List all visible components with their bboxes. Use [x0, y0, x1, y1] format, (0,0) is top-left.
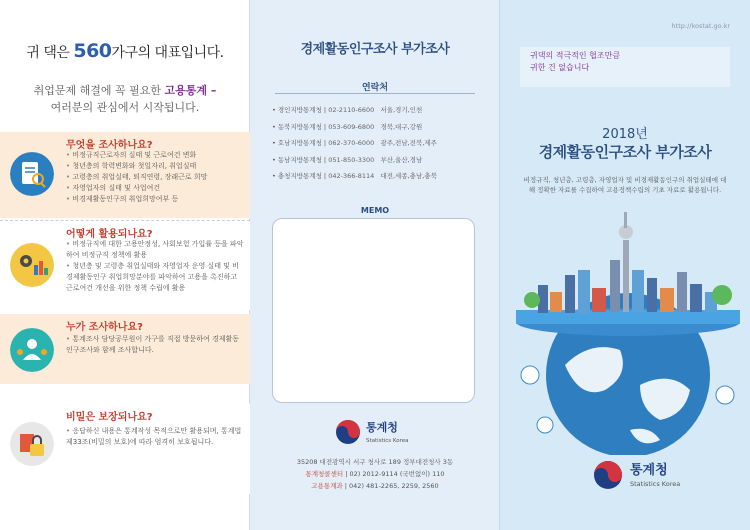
logo-english: Statistics Korea — [366, 438, 409, 444]
address: 35208 대전광역시 서구 청사로 189 정부대전청사 3동 — [296, 458, 454, 466]
section-privacy — [0, 404, 250, 494]
section-title-who: 누가 조사하나요? — [66, 322, 143, 333]
cover-logo-english: Statistics Korea — [630, 480, 681, 488]
gear-chart-icon — [10, 243, 54, 287]
person-icon — [537, 417, 553, 433]
headline-suffix: 가구의 대표입니다. — [111, 45, 224, 61]
list-item: • 자영업자의 실태 및 사업여건 — [66, 183, 244, 194]
list-item: • 청년층의 학력변화와 첫일자리, 취업실태 — [66, 161, 244, 172]
headline-prefix: 귀 댁은 — [26, 45, 70, 61]
contact-row: • 경인지방통계청 | 02-2110-6600 서울,경기,인천 — [272, 106, 423, 114]
contact-office: 동남지방통계청 — [277, 155, 322, 164]
subtitle-line2: 여러분의 관심에서 시작됩니다. — [50, 101, 200, 114]
clipboard-search-icon — [10, 152, 54, 196]
section-who — [0, 314, 250, 384]
cover-description: 비정규직, 청년층, 고령층, 자영업자 및 비경제활동인구의 취업실태에 대해 정확한 자료를 수집하여 고용정책수립의 기초 자료로 활용됩니다. — [523, 176, 727, 194]
section-title-what: 무엇을 조사하나요? — [66, 140, 153, 151]
lock-shield-icon — [10, 422, 54, 466]
list-item: • 응답하신 내용은 통계작성 목적으로만 활용되며, 통계법 제33조(비밀의 보호)에 따라 엄격히 보호됩니다. — [66, 426, 244, 448]
cover-title: 경제활동인구조사 부가조사 — [538, 143, 712, 161]
website-url: http://kostat.go.kr — [671, 22, 730, 30]
contact-office: 경인지방통계청 — [277, 106, 322, 114]
globe-city-illustration — [510, 200, 745, 455]
memo-heading: MEMO — [360, 206, 390, 215]
survey-year: 2018년 — [602, 127, 648, 142]
contact-row: • 충청지방통계청 | 042-366-8114 대전,세종,충남,충북 — [272, 172, 437, 180]
statistics-korea-logo — [334, 414, 424, 450]
list-item: • 비정규직근로자의 실태 및 근로여건 변화 — [66, 150, 244, 161]
middle-panel — [250, 0, 500, 530]
list-item: • 통계조사 담당공무원이 가구를 직접 방문하여 경제활동인구조사와 함께 조사합니다. — [66, 334, 244, 356]
left-subtitle — [0, 82, 250, 116]
left-panel — [0, 0, 250, 530]
quote-line2: 귀한 건 없습니다 — [530, 63, 590, 72]
call-center-phone: 02) 2012-9114 (국번없이) 110 — [349, 470, 445, 478]
divider — [275, 93, 475, 94]
left-headline — [0, 40, 250, 62]
contact-phone: 042-366-8114 — [328, 172, 375, 180]
section-what — [0, 132, 250, 218]
contact-office: 동북지방통계청 — [277, 122, 322, 131]
contact-office: 호남지방통계청 — [277, 139, 322, 147]
section-how — [0, 220, 250, 310]
chart-icon — [521, 366, 539, 384]
employment-stats-label: 고용통계과 — [311, 482, 343, 490]
contact-area: 대전,세종,충남,충북 — [380, 172, 437, 180]
section-list-how — [66, 239, 244, 294]
contact-list — [272, 102, 484, 185]
memo-box — [272, 218, 475, 403]
subtitle-line1: 취업문제 해결에 꼭 필요한 — [33, 84, 162, 97]
list-item: • 비경제활동인구의 취업희망여부 등 — [66, 194, 244, 205]
call-center-label: 통계청콜센터 — [305, 470, 344, 478]
contact-heading: 연락처 — [361, 83, 389, 93]
contact-row: • 동북지방통계청 | 053-609-6800 경북,대구,강원 — [272, 122, 423, 131]
contact-area: 경북,대구,강원 — [380, 122, 423, 131]
section-list-what — [66, 150, 244, 205]
contact-phone: 02-2110-6600 — [328, 106, 375, 114]
cover-logo-name: 통계청 — [630, 463, 668, 478]
subtitle-highlight: 고용통계 – — [164, 84, 217, 97]
contact-office: 충청지방통계청 — [277, 172, 322, 180]
address-block: 35208 대전광역시 서구 청사로 189 정부대전청사 3동 통계청콜센터 | 02) 2012-9114 (국번없이) 110 고용통계과 | 042) 481-2265, 2259, 2560 — [250, 456, 500, 492]
contact-area: 부산,울산,경남 — [380, 155, 423, 164]
contact-phone: 062-370-6000 — [328, 139, 375, 147]
middle-title: 경제활동인구조사 부가조사 — [300, 42, 450, 57]
contact-area: 광주,전남,전북,제주 — [380, 139, 437, 147]
bulb-icon — [716, 386, 734, 404]
contact-phone: 053-609-6800 — [328, 122, 375, 131]
list-item: • 청년층 및 고령층 취업실태와 자영업자 운영 실태 및 비경제활동인구 취업희망분야를 파악하여 고용을 촉진하고 근로여건 개선을 위한 정책 수립에 활용 — [66, 261, 244, 294]
household-count: 560 — [73, 40, 112, 62]
employment-stats-phone: 042) 481-2265, 2259, 2560 — [349, 482, 439, 490]
quote-line1: 귀댁의 적극적인 협조만큼 — [530, 51, 621, 60]
contact-phone: 051-850-3300 — [328, 155, 375, 164]
contact-row: • 호남지방통계청 | 062-370-6000 광주,전남,전북,제주 — [272, 139, 437, 147]
section-title-how: 어떻게 활용되나요? — [66, 229, 153, 240]
section-list-who — [66, 334, 244, 356]
people-network-icon — [10, 328, 54, 372]
contact-area: 서울,경기,인천 — [380, 106, 423, 114]
section-list-privacy — [66, 426, 244, 448]
list-item: • 고령층의 취업실태, 퇴직연령, 장래근로 희망 — [66, 172, 244, 183]
contact-row: • 동남지방통계청 | 051-850-3300 부산,울산,경남 — [272, 155, 423, 164]
list-item: • 비정규직에 대한 고용안정성, 사회보험 가입률 등을 파악하여 비정규직 정책에 활용 — [66, 239, 244, 261]
statistics-korea-cover-logo — [590, 455, 730, 495]
cover-quote — [530, 50, 620, 74]
right-panel — [500, 0, 750, 530]
section-title-privacy: 비밀은 보장되나요? — [66, 412, 153, 423]
logo-name: 통계청 — [366, 421, 398, 434]
